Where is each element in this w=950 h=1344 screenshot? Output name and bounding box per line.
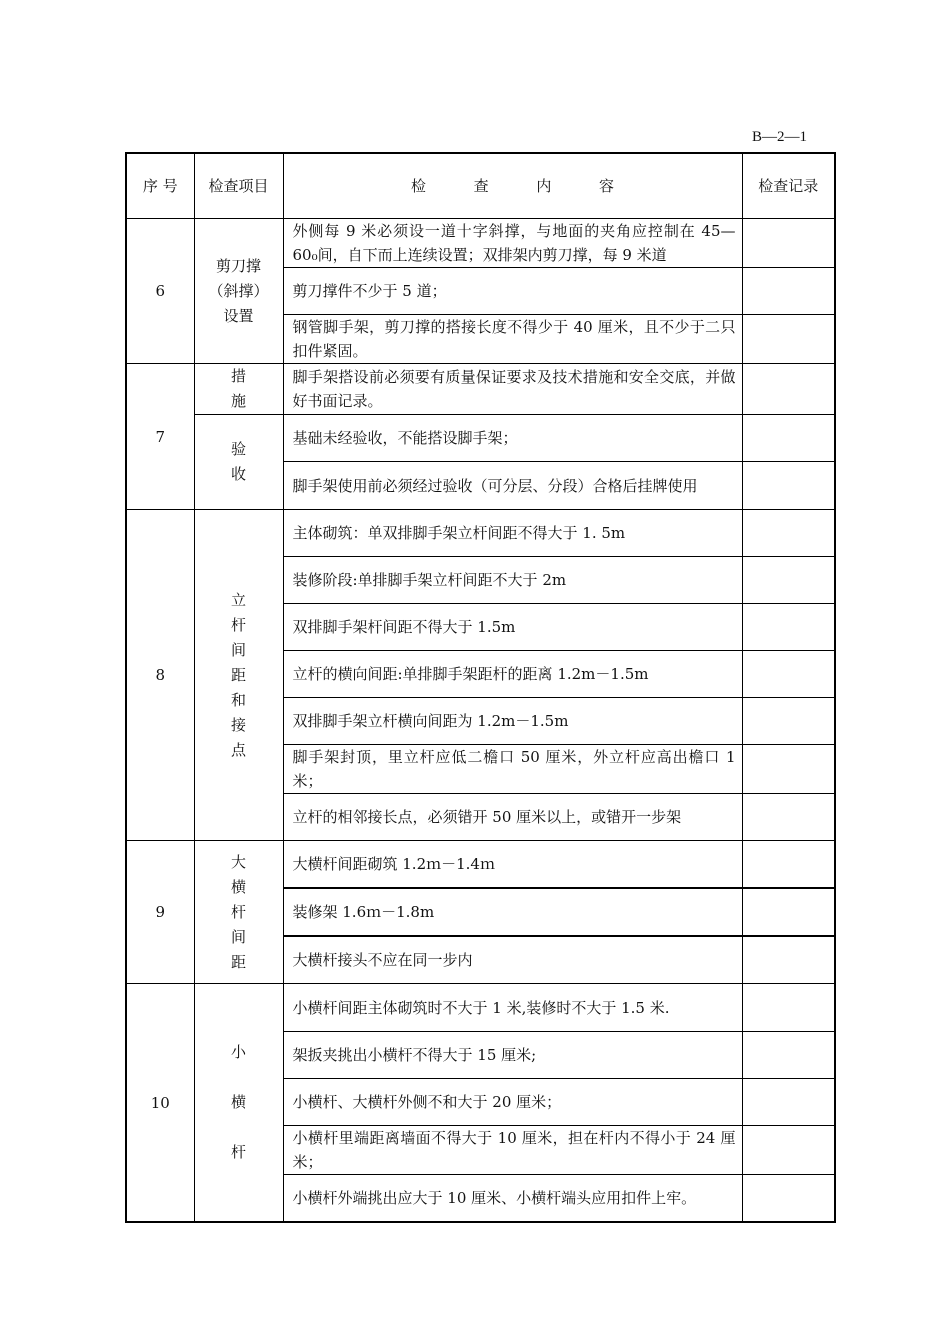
record-cell[interactable] — [742, 462, 835, 510]
check-item-label: 措 施 — [230, 367, 246, 410]
header-no: 序 号 — [126, 153, 194, 219]
record-cell[interactable] — [742, 415, 835, 462]
record-cell[interactable] — [742, 557, 835, 604]
check-content: 双排脚手架立杆横向间距为 1.2m－1.5m — [283, 698, 742, 745]
check-content: 立杆的横向间距:单排脚手架距杆的距离 1.2m－1.5m — [283, 651, 742, 698]
record-cell[interactable] — [742, 1079, 835, 1126]
record-cell[interactable] — [742, 219, 835, 268]
record-cell[interactable] — [742, 315, 835, 364]
row-number: 8 — [126, 510, 194, 841]
row-number: 7 — [126, 364, 194, 510]
check-content: 主体砌筑：单双排脚手架立杆间距不得大于 1. 5m — [283, 510, 742, 557]
check-content: 剪刀撑件不少于 5 道； — [283, 268, 742, 315]
check-content: 架扳夹挑出小横杆不得大于 15 厘米; — [283, 1032, 742, 1079]
check-content: 小横杆、大横杆外侧不和大于 20 厘米； — [283, 1079, 742, 1126]
table-row — [126, 841, 835, 889]
table-row — [126, 984, 835, 1032]
form-code: B—2—1 — [752, 129, 808, 145]
check-content: 钢管脚手架，剪刀撑的搭接长度不得少于 40 厘米，且不少于二只扣件紧固。 — [283, 315, 742, 364]
check-content: 小横杆里端距离墙面不得大于 10 厘米，担在杆内不得小于 24 厘米； — [283, 1126, 742, 1175]
check-item-label: 立 杆 间 距 和 接 点 — [230, 590, 246, 759]
check-item — [194, 510, 283, 841]
check-content: 基础未经验收，不能搭设脚手架； — [283, 415, 742, 462]
record-cell[interactable] — [742, 364, 835, 415]
check-content: 大横杆接头不应在同一步内 — [283, 936, 742, 984]
inspection-table — [125, 152, 836, 1223]
check-item-label: 验 收 — [230, 440, 246, 483]
record-cell[interactable] — [742, 1032, 835, 1079]
row-number: 9 — [126, 841, 194, 984]
check-content: 脚手架搭设前必须要有质量保证要求及技术措施和安全交底，并做好书面记录。 — [283, 364, 742, 415]
record-cell[interactable] — [742, 1175, 835, 1223]
table-row — [126, 415, 835, 462]
check-content: 装修架 1.6ｍ－1.8m — [283, 888, 742, 936]
record-cell[interactable] — [742, 651, 835, 698]
check-item-label: 小 横 杆 — [230, 1043, 246, 1161]
record-cell[interactable] — [742, 268, 835, 315]
header-row — [126, 153, 835, 219]
row-number: 10 — [126, 984, 194, 1223]
check-item — [194, 415, 283, 510]
check-content: 双排脚手架杆间距不得大于 1.5m — [283, 604, 742, 651]
record-cell[interactable] — [742, 936, 835, 984]
check-item-label: 大 横 杆 间 距 — [230, 852, 246, 971]
record-cell[interactable] — [742, 604, 835, 651]
check-content: 小横杆间距主体砌筑时不大于 1 米,装修时不大于 1.5 米. — [283, 984, 742, 1032]
check-item — [194, 219, 283, 364]
check-content: 脚手架使用前必须经过验收（可分层、分段）合格后挂牌使用 — [283, 462, 742, 510]
record-cell[interactable] — [742, 510, 835, 557]
table-row — [126, 219, 835, 268]
record-cell[interactable] — [742, 841, 835, 889]
table-row — [126, 364, 835, 415]
header-content: 检 查 内 容 — [283, 153, 742, 219]
record-cell[interactable] — [742, 888, 835, 936]
check-content: 外侧每 9 米必须设一道十字斜撑，与地面的夹角应控制在 45—60₀间，自下而上连续设置；双排架内剪刀撑，每 9 米道 — [283, 219, 742, 268]
record-cell[interactable] — [742, 794, 835, 841]
check-content: 小横杆外端挑出应大于 10 厘米、小横杆端头应用扣件上牢。 — [283, 1175, 742, 1223]
check-content: 大横杆间距砌筑 1.2ｍ－1.4ｍ — [283, 841, 742, 889]
check-item — [194, 841, 283, 984]
table-row — [126, 510, 835, 557]
check-content: 装修阶段:单排脚手架立杆间距不大于 2m — [283, 557, 742, 604]
record-cell[interactable] — [742, 698, 835, 745]
row-number: 6 — [126, 219, 194, 364]
header-record: 检查记录 — [742, 153, 835, 219]
header-item: 检查项目 — [194, 153, 283, 219]
check-content: 立杆的相邻接长点，必须错开 50 厘米以上，或错开一步架 — [283, 794, 742, 841]
check-content: 脚手架封顶，里立杆应低二檐口 50 厘米，外立杆应高出檐口 1 米； — [283, 745, 742, 794]
record-cell[interactable] — [742, 1126, 835, 1175]
record-cell[interactable] — [742, 745, 835, 794]
record-cell[interactable] — [742, 984, 835, 1032]
check-item-label: 剪刀撑 （斜撑） 设置 — [208, 256, 269, 325]
check-item — [194, 984, 283, 1223]
check-item — [194, 364, 283, 415]
